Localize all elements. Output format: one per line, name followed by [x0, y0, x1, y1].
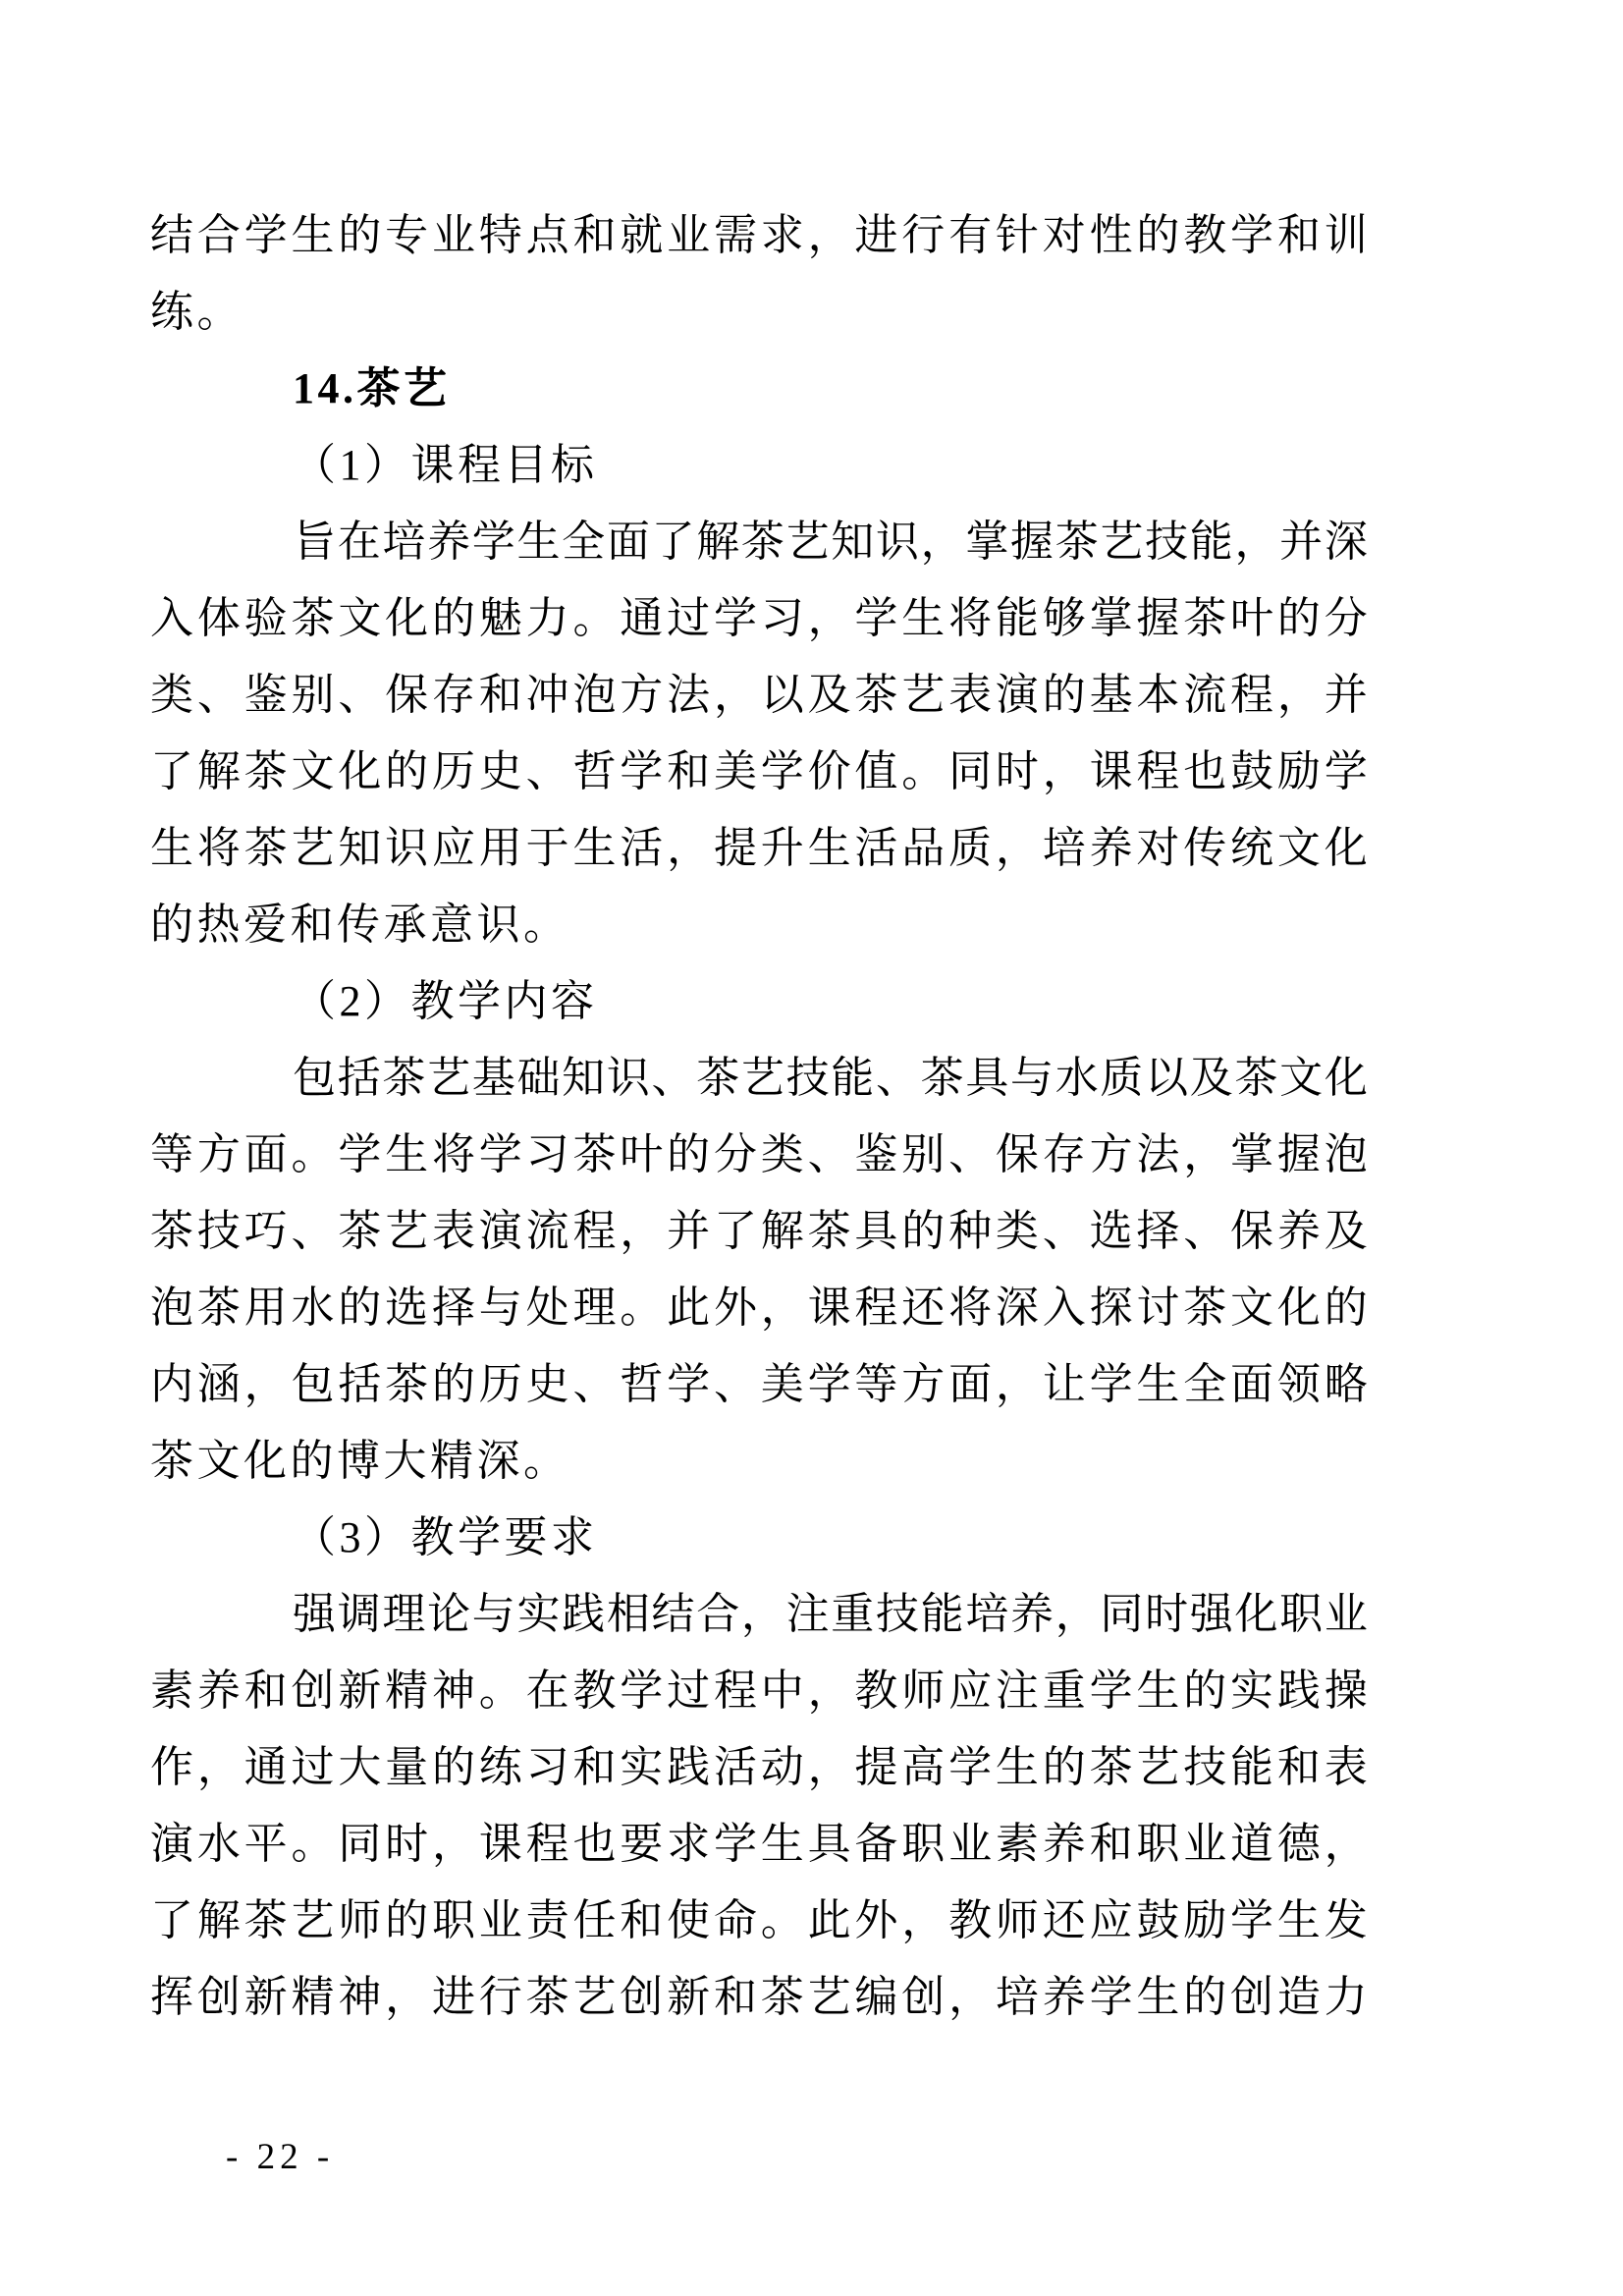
subheading-teaching-content: （2）教学内容 [293, 977, 598, 1025]
body-text-line: 作 ， 通 过 大 量 的 练 习 和 实 践 活 动 ， 提 高 学 生 的 茶 艺 技 能 和 表 [150, 1743, 1368, 1791]
body-text-line: 内 涵 ， 包 括 茶 的 历 史 、 哲 学 、 美 学 等 方 面 ， 让 学 生 全 面 领 略 [150, 1360, 1368, 1408]
body-text-line: 挥 创 新 精 神 ， 进 行 茶 艺 创 新 和 茶 艺 编 创 ， 培 养 学 生 的 创 造 力 [150, 1973, 1368, 2021]
body-text-line: 了 解 茶 文 化 的 历 史 、 哲 学 和 美 学 价 值 。 同 时 ， 课 程 也 鼓 励 学 [150, 747, 1368, 795]
body-text-line: 等 方 面 。 学 生 将 学 习 茶 叶 的 分 类 、 鉴 别 、 保 存 方 法 ， 掌 握 泡 [150, 1130, 1368, 1178]
body-text-line: 的热爱和传承意识。 [150, 901, 570, 949]
body-text-line: 生 将 茶 艺 知 识 应 用 于 生 活 ， 提 升 生 活 品 质 ， 培 养 对 传 统 文 化 [150, 824, 1368, 872]
body-text-line: 练。 [150, 288, 243, 336]
section-heading-tea-art: 14.茶艺 [293, 364, 451, 412]
subheading-course-objectives: （1）课程目标 [293, 441, 598, 489]
body-text-line: 旨 在 培 养 学 生 全 面 了 解 茶 艺 知 识 ， 掌 握 茶 艺 技 能 ， 并 深 [293, 518, 1368, 566]
body-text-line: 类 、 鉴 别 、 保 存 和 冲 泡 方 法 ， 以 及 茶 艺 表 演 的 基 本 流 程 ， 并 [150, 671, 1368, 719]
body-text-line: 茶文化的博大精深。 [150, 1437, 570, 1485]
body-text-line: 演 水 平 。 同 时 ， 课 程 也 要 求 学 生 具 备 职 业 素 养 和 职 业 道 德 ， [150, 1820, 1368, 1868]
subheading-teaching-requirements: （3）教学要求 [293, 1513, 598, 1561]
body-text-line: 茶 技 巧 、 茶 艺 表 演 流 程 ， 并 了 解 茶 具 的 种 类 、 选 择 、 保 养 及 [150, 1207, 1368, 1255]
body-text-line: 强 调 理 论 与 实 践 相 结 合 ， 注 重 技 能 培 养 ， 同 时 强 化 职 业 [293, 1590, 1368, 1638]
body-text-line: 素 养 和 创 新 精 神 。 在 教 学 过 程 中 ， 教 师 应 注 重 学 生 的 实 践 操 [150, 1667, 1368, 1715]
body-text-line: 包 括 茶 艺 基 础 知 识 、 茶 艺 技 能 、 茶 具 与 水 质 以 及 茶 文 化 [293, 1054, 1368, 1102]
body-text-line: 结 合 学 生 的 专 业 特 点 和 就 业 需 求 ， 进 行 有 针 对 性 的 教 学 和 训 [150, 211, 1368, 259]
body-text-line: 入 体 验 茶 文 化 的 魅 力 。 通 过 学 习 ， 学 生 将 能 够 掌 握 茶 叶 的 分 [150, 594, 1368, 642]
body-text-line: 了 解 茶 艺 师 的 职 业 责 任 和 使 命 。 此 外 ， 教 师 还 应 鼓 励 学 生 发 [150, 1896, 1368, 1944]
page-number-footer: - 22 - [226, 2137, 335, 2177]
body-text-line: 泡 茶 用 水 的 选 择 与 处 理 。 此 外 ， 课 程 还 将 深 入 探 讨 茶 文 化 的 [150, 1284, 1368, 1332]
page-body-text [150, 197, 1368, 2036]
